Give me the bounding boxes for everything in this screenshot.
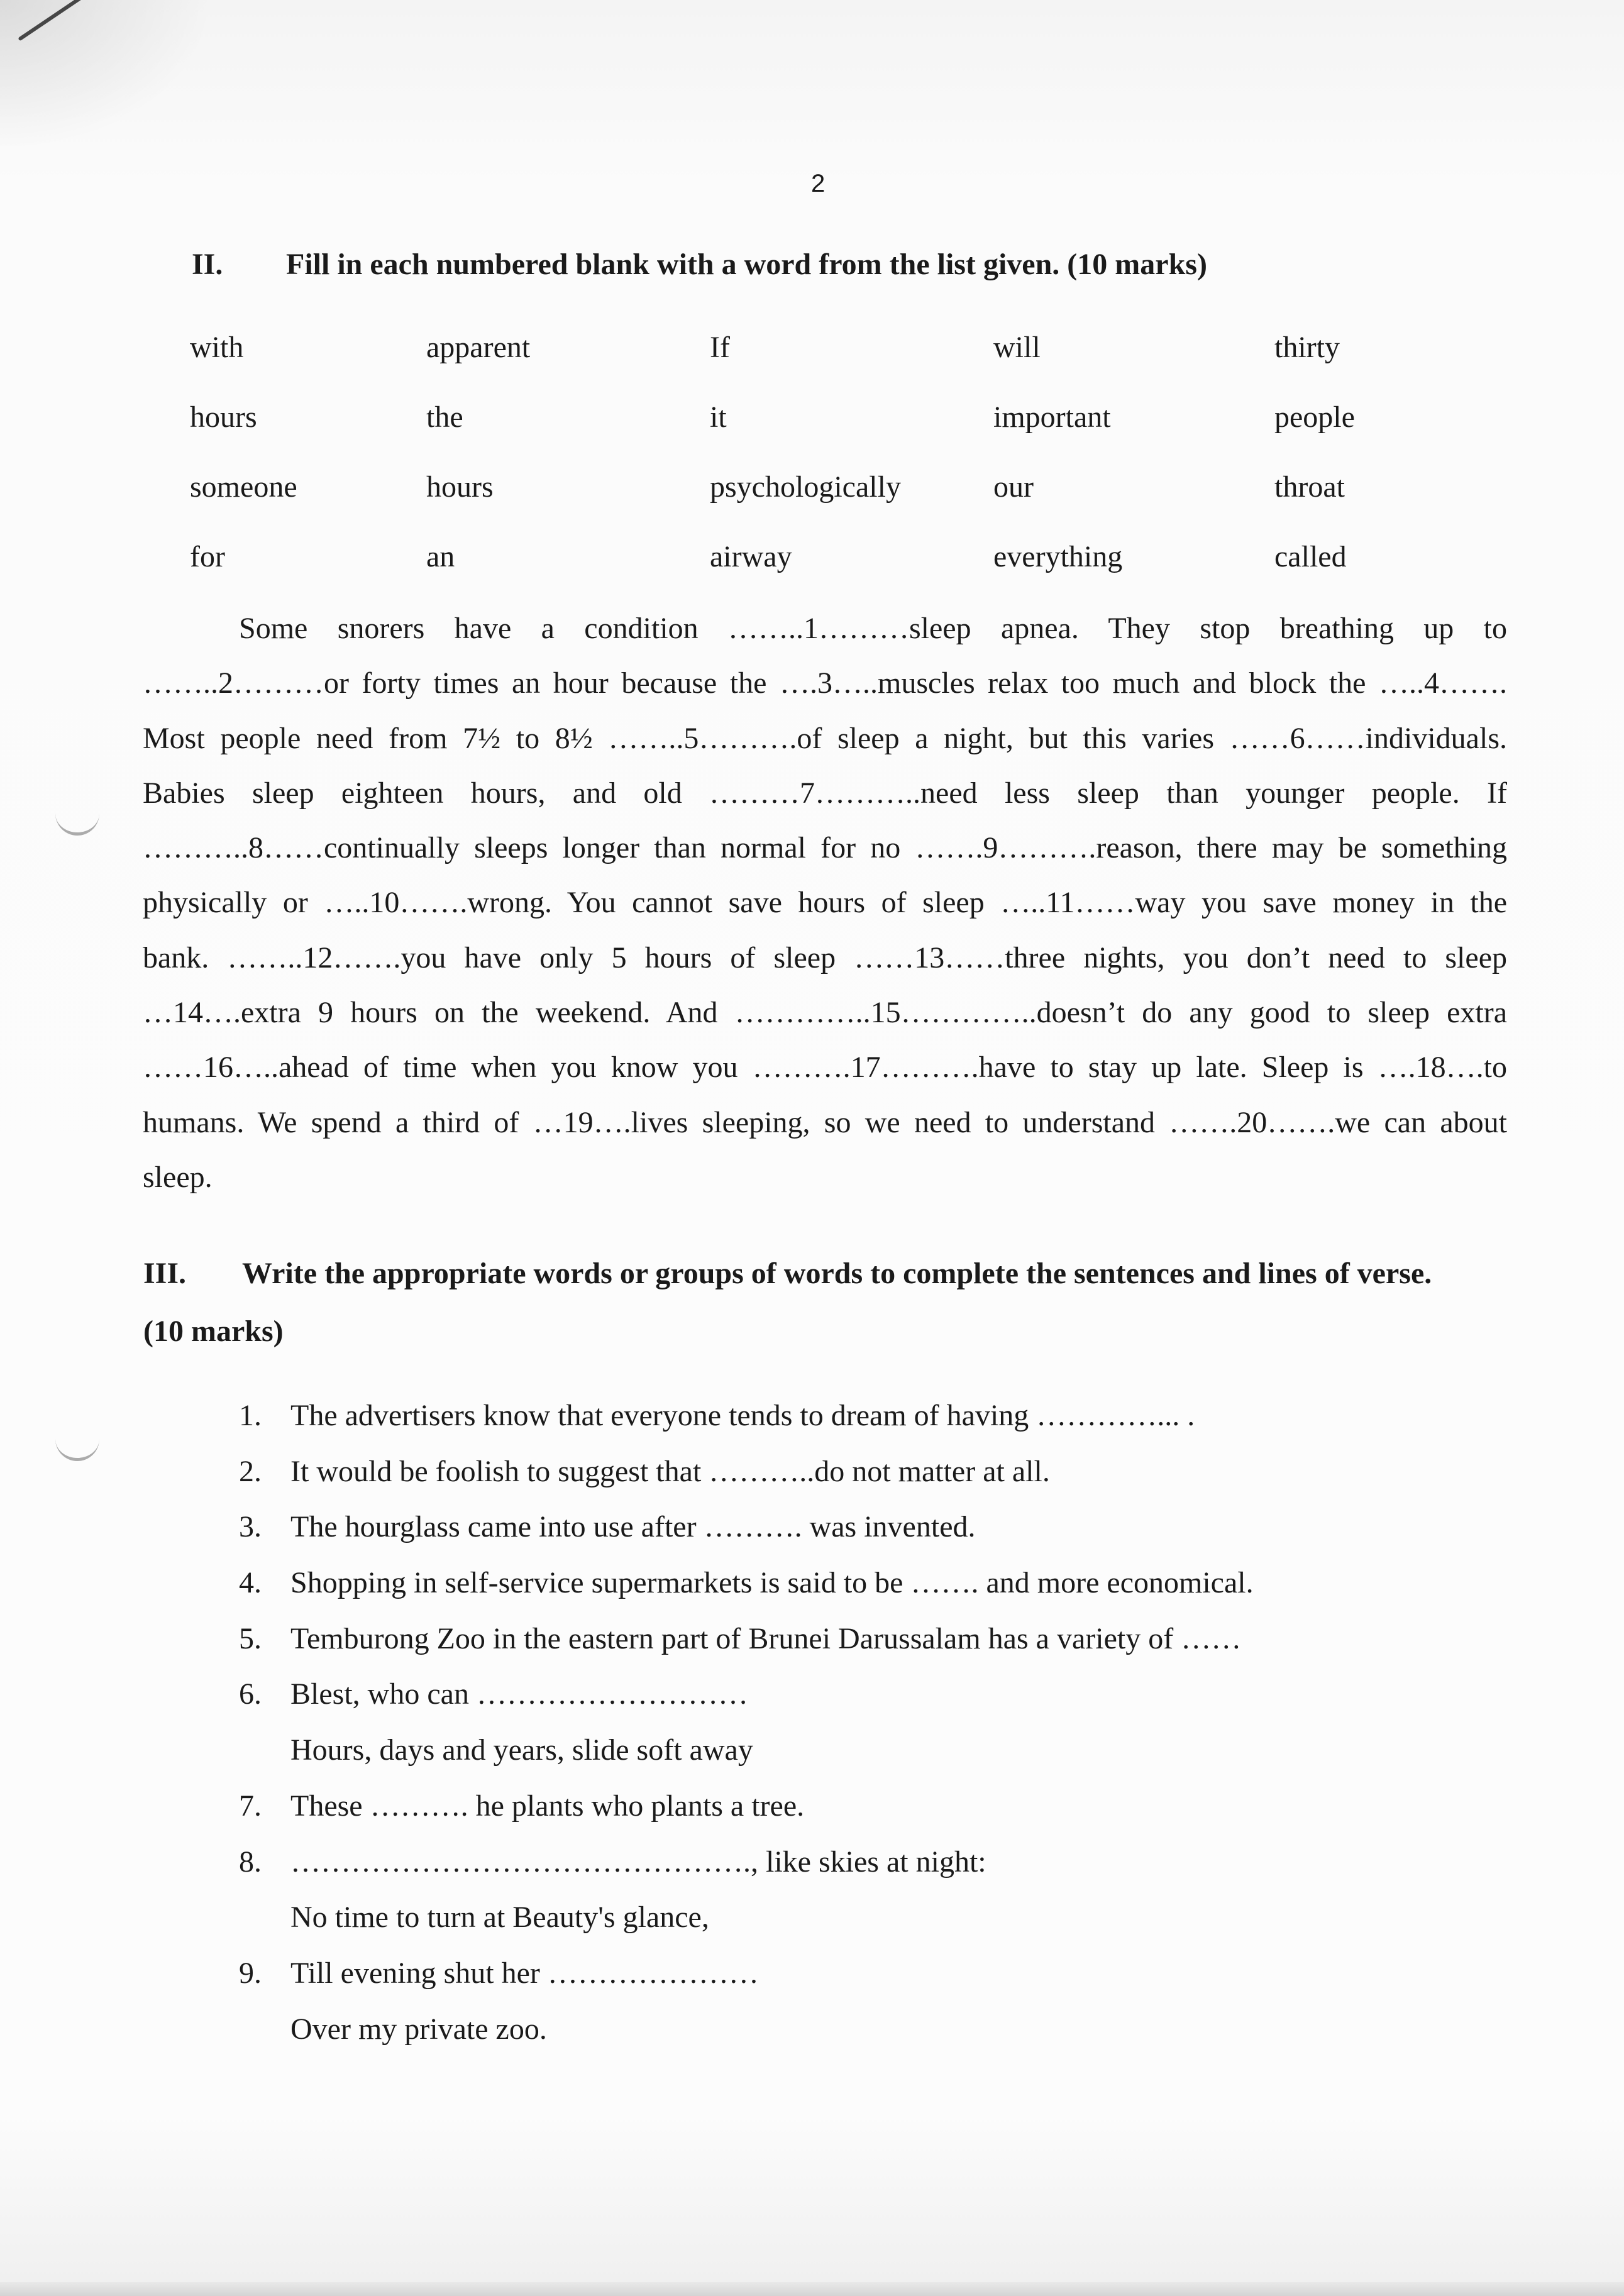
question-text: Till evening shut her ………………… <box>290 1956 759 1990</box>
question-number: 9. <box>239 1956 262 1990</box>
question-text: These ………. he plants who plants a tree. <box>290 1789 805 1823</box>
word-list-item: If <box>710 331 730 364</box>
punch-hole-mark <box>55 811 99 836</box>
word-list-item: called <box>1274 540 1347 573</box>
word-list-item: the <box>426 400 463 434</box>
question-text: No time to turn at Beauty's glance, <box>290 1901 709 1934</box>
question-number: 2. <box>239 1454 262 1488</box>
question-text: Over my private zoo. <box>290 2012 547 2046</box>
passage-line: Some snorers have a condition ……..1………sleep apnea. They stop breathing up to <box>239 612 1507 645</box>
word-list-item: psychologically <box>710 470 901 504</box>
question-text: Temburong Zoo in the eastern part of Brunei Darussalam has a variety of …… <box>290 1621 1242 1655</box>
word-list-row <box>190 400 1384 470</box>
word-list-item: airway <box>710 540 792 573</box>
question-text: Hours, days and years, slide soft away <box>290 1733 753 1767</box>
question-number: 3. <box>239 1510 262 1544</box>
question-text: The hourglass came into use after ………. was invented. <box>290 1510 976 1544</box>
word-list-row <box>190 330 1384 400</box>
word-list-row <box>190 539 1384 609</box>
section-3-number: III. <box>143 1257 187 1290</box>
word-list-item: will <box>993 331 1041 364</box>
word-list-item: hours <box>426 470 494 504</box>
section-2-instruction: Fill in each numbered blank with a word from the list given. (10 marks) <box>286 248 1207 281</box>
passage-line: ……16…..ahead of time when you know you ……….17……….have to stay up late. Sleep is ….18….to <box>143 1051 1507 1085</box>
page-bottom-edge <box>0 2282 1624 2296</box>
word-list-row <box>190 470 1384 539</box>
cloze-passage <box>143 610 1507 1213</box>
word-list-item: everything <box>993 540 1123 573</box>
page-number: 2 <box>811 170 826 197</box>
question-text: The advertisers know that everyone tends to dream of having …………... . <box>290 1399 1195 1432</box>
word-list-item: thirty <box>1274 331 1340 364</box>
question-text: Blest, who can ……………………… <box>290 1677 748 1711</box>
question-number: 6. <box>239 1677 262 1711</box>
passage-line: Most people need from 7½ to 8½ ……..5……….of sleep a night, but this varies ……6……individuals. <box>143 721 1507 755</box>
passage-line: humans. We spend a third of …19….lives sleeping, so we need to understand …….20…….we can about <box>143 1105 1507 1139</box>
passage-line: physically or …..10…….wrong. You cannot save hours of sleep …..11……way you save money in the <box>143 886 1507 920</box>
question-number: 1. <box>239 1399 262 1432</box>
question-number: 8. <box>239 1845 262 1879</box>
question-text: It would be foolish to suggest that ………..do not matter at all. <box>290 1454 1050 1488</box>
word-list-item: apparent <box>426 331 531 364</box>
question-number: 4. <box>239 1566 262 1600</box>
word-list-item: it <box>710 400 727 434</box>
passage-line: sleep. <box>143 1160 213 1194</box>
word-list-item: with <box>190 331 244 364</box>
punch-hole-mark <box>55 1437 99 1461</box>
section-3-marks: (10 marks) <box>143 1315 284 1348</box>
word-list-item: throat <box>1274 470 1345 504</box>
question-number: 5. <box>239 1621 262 1655</box>
section-3-instruction: Write the appropriate words or groups of words to complete the sentences and lines of verse. <box>242 1257 1432 1290</box>
word-list-item: hours <box>190 400 257 434</box>
passage-line: Babies sleep eighteen hours, and old ………7………..need less sleep than younger people. If <box>143 776 1507 810</box>
word-list <box>190 330 1384 609</box>
word-list-item: important <box>993 400 1111 434</box>
question-text: Shopping in self-service supermarkets is said to be ……. and more economical. <box>290 1566 1254 1600</box>
word-list-item: someone <box>190 470 297 504</box>
word-list-item: people <box>1274 400 1355 434</box>
section-2-number: II. <box>192 248 223 281</box>
word-list-item: our <box>993 470 1034 504</box>
passage-line: ……..2………or forty times an hour because the ….3…..muscles relax too much and block the …..4……. <box>143 666 1507 700</box>
question-text: ………………………………………., like skies at night: <box>290 1845 986 1879</box>
word-list-item: an <box>426 540 455 573</box>
corner-shadow <box>0 0 214 151</box>
question-number: 7. <box>239 1789 262 1823</box>
passage-line: bank. ……..12…….you have only 5 hours of sleep ……13……three nights, you don’t need to sleep <box>143 941 1507 974</box>
word-list-item: for <box>190 540 225 573</box>
passage-line: ………..8……continually sleeps longer than normal for no …….9……….reason, there may be something <box>143 831 1507 865</box>
passage-line: …14….extra 9 hours on the weekend. And …………..15…………..doesn’t do any good to sleep extra <box>143 996 1507 1030</box>
